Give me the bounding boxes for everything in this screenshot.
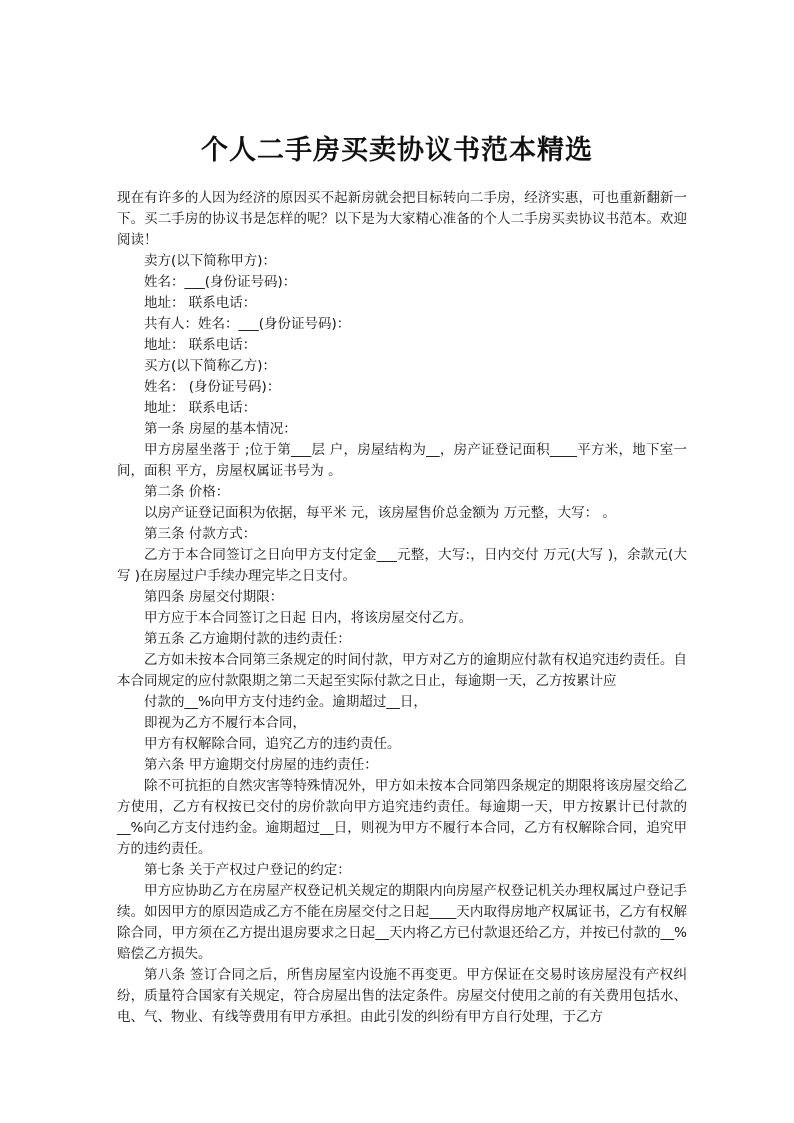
article-1-title: 第一条 房屋的基本情况：	[144, 421, 297, 437]
article-6-title: 第六条 甲方逾期交付房屋的违约责任：	[144, 757, 378, 773]
article-4-title: 第四条 房屋交付期限：	[144, 589, 284, 605]
article-6-body: 除不可抗拒的自然灾害等特殊情况外，甲方如未按本合同第四条规定的期限将该房屋交给乙方使用，乙方有权按已交付的房价款向甲方追究违约责任。每逾期一天，甲方按累计已付款的__%向乙方支付违约金。逾期超过__日，则视为甲方不履行本合同，乙方有权解除合同，追究甲方的违约责任。	[117, 778, 687, 857]
co-owner-line: 共有人：姓名：___(身份证号码)：	[144, 316, 351, 332]
article-7-title: 第七条 关于产权过户登记的约定：	[144, 862, 351, 878]
document-body	[117, 188, 687, 1028]
article-4-body: 甲方应于本合同签订之日起 日内，将该房屋交付乙方。	[144, 610, 473, 626]
co-owner-address-line: 地址： 联系电话：	[144, 337, 257, 353]
buyer-name-line: 姓名： (身份证号码)：	[144, 379, 281, 395]
article-8-body: 第八条 签订合同之后，所售房屋室内设施不再变更。甲方保证在交易时该房屋没有产权纠纷，质量符合国家有关规定，符合房屋出售的法定条件。房屋交付使用之前的有关费用包括水、电、气、物业、有线等费用有甲方承担。由此引发的纠纷有甲方自行处理，于乙方	[117, 967, 687, 1025]
article-5-title: 第五条 乙方逾期付款的违约责任：	[144, 631, 351, 647]
article-3-body: 乙方于本合同签订之日向甲方支付定金___元整，大写:，日内交付 万元(大写 )，余款元(大写 )在房屋过户手续办理完毕之日支付。	[117, 547, 687, 584]
buyer-label: 买方(以下简称乙方)：	[144, 358, 277, 374]
article-2-body: 以房产证登记面积为依据，每平米 元，该房屋售价总金额为 万元整，大写： 。	[144, 505, 616, 521]
buyer-address-line: 地址： 联系电话：	[144, 400, 257, 416]
article-5-line-3: 即视为乙方不履行本合同，	[144, 715, 306, 731]
seller-label: 卖方(以下简称甲方)：	[144, 253, 277, 269]
seller-address-line: 地址： 联系电话：	[144, 295, 257, 311]
intro-paragraph: 现在有许多的人因为经济的原因买不起新房就会把目标转向二手房，经济实惠，可也重新翻新一下。买二手房的协议书是怎样的呢？以下是为大家精心准备的个人二手房买卖协议书范本。欢迎阅读！	[117, 190, 687, 248]
article-7-body: 甲方应协助乙方在房屋产权登记机关规定的期限内向房屋产权登记机关办理权属过户登记手续。如因甲方的原因造成乙方不能在房屋交付之日起____天内取得房地产权属证书，乙方有权解除合同，甲方须在乙方提出退房要求之日起__天内将乙方已付款退还给乙方，并按已付款的__%赔偿乙方损失。	[117, 883, 687, 962]
article-2-title: 第二条 价格：	[144, 484, 230, 500]
seller-name-line: 姓名：___(身份证号码)：	[144, 274, 297, 290]
article-5-line-4: 甲方有权解除合同，追究乙方的违约责任。	[144, 736, 401, 752]
article-5-body: 乙方如未按本合同第三条规定的时间付款，甲方对乙方的逾期应付款有权追究违约责任。自本合同规定的应付款限期之第二天起至实际付款之日止，每逾期一天，乙方按累计应	[117, 652, 687, 689]
article-3-title: 第三条 付款方式：	[144, 526, 257, 542]
article-1-body: 甲方房屋坐落于 ;位于第___层 户，房屋结构为__，房产证登记面积____平方米，地下室一间，面积 平方，房屋权属证书号为 。	[117, 442, 687, 479]
page-title: 个人二手房买卖协议书范本精选	[201, 135, 593, 166]
article-5-line-2: 付款的__%向甲方支付违约金。逾期超过__日，	[144, 694, 427, 710]
